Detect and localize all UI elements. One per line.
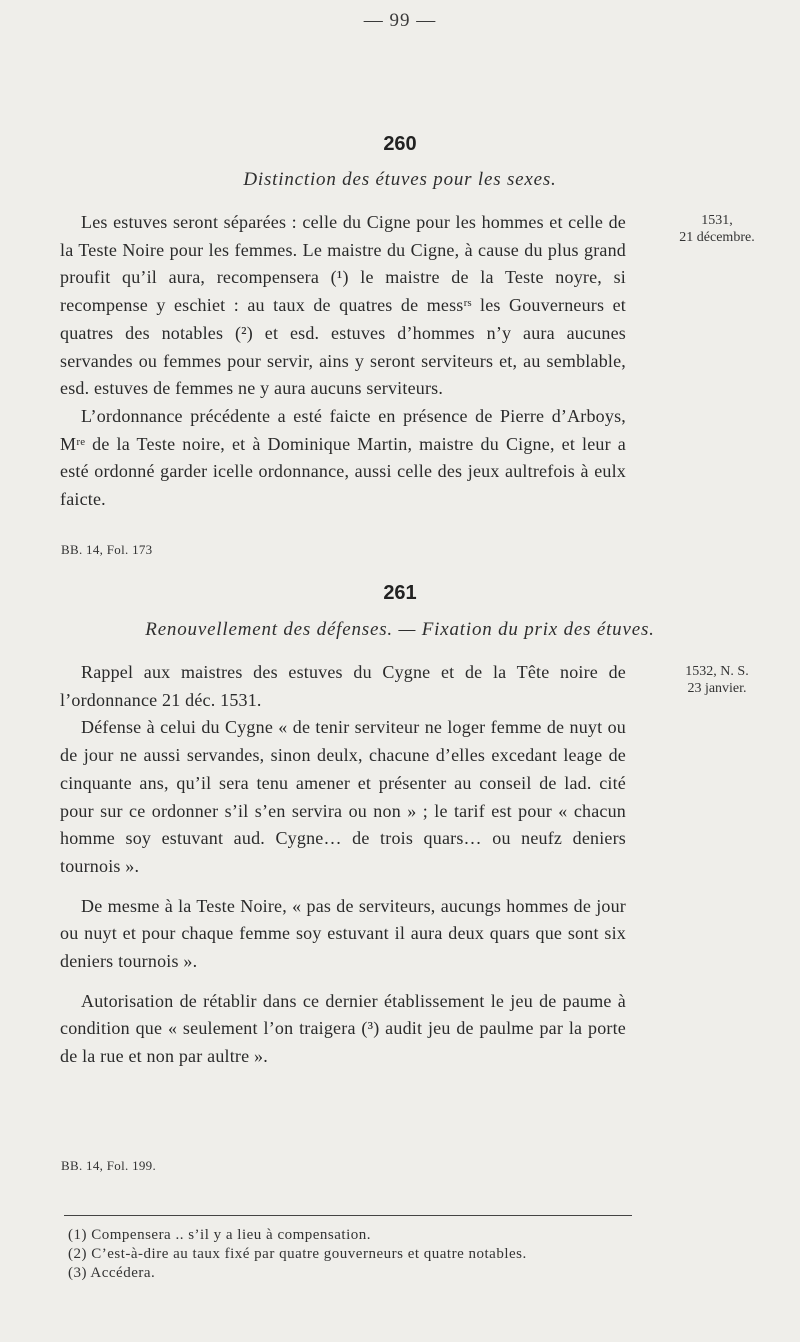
footnote-divider [64, 1215, 632, 1216]
paragraph: Rappel aux maistres des estuves du Cygne et de la Tête noire de l’ordonnance 21 déc. 1531. [60, 662, 626, 710]
margin-date-day: 21 décembre. [679, 230, 755, 245]
margin-date [637, 663, 797, 697]
margin-date-year: 1532, N. S. [685, 664, 749, 679]
margin-date-day: 23 janvier. [687, 681, 747, 696]
section-title: Distinction des étuves pour les sexes. [243, 169, 557, 190]
page-number: — 99 — [363, 10, 437, 31]
paragraph: De mesme à la Teste Noire, « pas de serviteurs, aucungs hommes de jour ou nuyt et pour chaque femme soy estuvant il aura deux quars que sont six deniers tournois ». [60, 895, 626, 972]
section-number: 260 [383, 133, 417, 155]
paragraph: Les estuves seront séparées : celle du Cigne pour les hommes et celle de la Teste Noire pour les femmes. Le maistre du Cigne, à cause du plus grand proufit qu’il aura, recompensera (¹) le maistre de la Teste noyre, si recompense y eschiet : au taux de quatres de messʳˢ les Gouverneurs et quatres des notables (²) et esd. estuves d’hommes n’y aura aucunes servandes ou femmes pour servir, ains y seront serviteurs et, au semblable, esd. estuves de femmes ne y aura aucuns serviteurs. [60, 212, 626, 399]
paragraph: Défense à celui du Cygne « de tenir serviteur ne loger femme de nuyt ou de jour ne aussi servandes, sinon deulx, chacune d’elles excedant leage de cinquante ans, qu’il sera tenu amener et présenter au conseil de lad. cité pour sur ce ordonner s’il s’en servira ou non » ; le tarif est pour « chacun homme soy estuvant aud. Cygne… de trois quars… ou neufz deniers tournois ». [60, 717, 626, 876]
margin-date-year: 1531, [701, 213, 733, 228]
archive-reference: BB. 14, Fol. 173 [61, 542, 153, 557]
paragraph: Autorisation de rétablir dans ce dernier établissement le jeu de paume à condition que « seulement l’on traigera (³) audit jeu de paulme par la porte de la rue et non par aultre ». [60, 990, 626, 1067]
margin-date [637, 212, 797, 246]
section-title: Renouvellement des défenses. — Fixation du prix des étuves. [145, 619, 655, 640]
section-body [60, 209, 626, 514]
footnote: (3) Accédera. [68, 1265, 156, 1281]
paragraph: L’ordonnance précédente a esté faicte en présence de Pierre d’Arboys, Mʳᵉ de la Teste noire, et à Dominique Martin, maistre du Cigne, et leur a esté ordonné garder icelle ordonnance, aussi celle des jeux aultrefois à eulx faicte. [60, 405, 626, 510]
footnote: (2) C’est-à-dire au taux fixé par quatre gouverneurs et quatre notables. [68, 1246, 527, 1262]
section-number: 261 [383, 582, 417, 604]
footnotes [64, 1226, 632, 1283]
section-body [60, 659, 626, 1071]
archive-reference: BB. 14, Fol. 199. [61, 1158, 157, 1173]
footnote: (1) Compensera .. s’il y a lieu à compensation. [68, 1227, 372, 1243]
